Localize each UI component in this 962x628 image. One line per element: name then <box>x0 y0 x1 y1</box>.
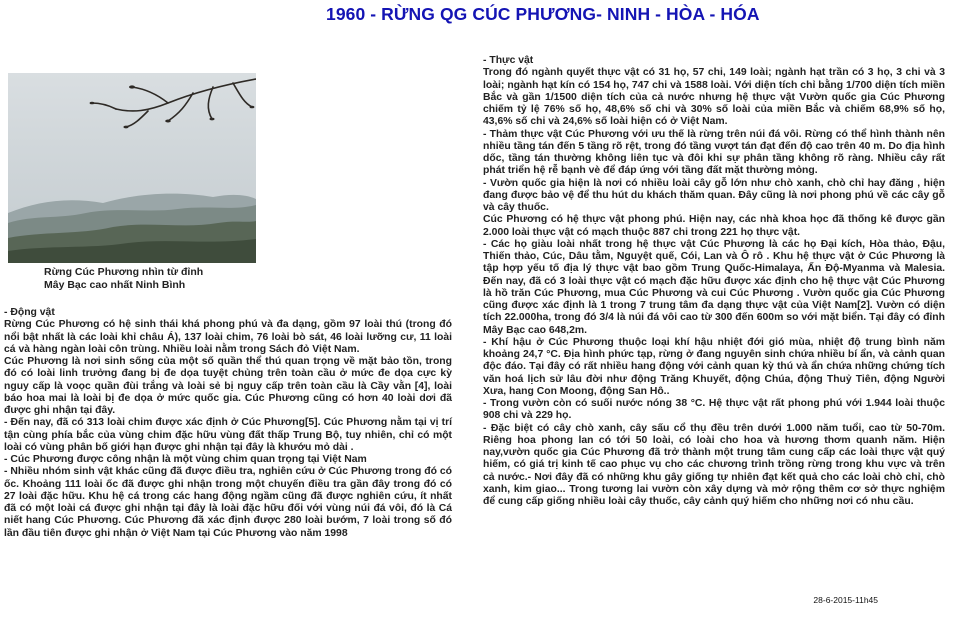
flora-paragraph: - Trong vườn còn có suối nước nóng 38 °C. Hệ thực vật rất phong phú với 1.944 loài thuộc 908 chi và 229 họ. <box>483 398 945 422</box>
flora-paragraph: - Vườn quốc gia hiện là nơi có nhiều loài cây gỗ lớn như chò xanh, chò chỉ hay đăng , hiện đang được bảo vệ để thu hút du khách thăm quan. Đây cũng là nơi phong phú về các cây gỗ và cây thuốc. <box>483 177 945 213</box>
flora-paragraph: - Đặc biệt có cây chò xanh, cây sấu cổ thụ đều trên dưới 1.000 năm tuổi, cao từ 50-70m. Riêng hoa phong lan có tới 50 loài, có loài cho hoa và hương thơm quanh năm. Hiện nay,vườn quốc gia Cúc Phương đã trở thành một trung tâm cung cấp các loài thực vật quý hiếm, có giá trị kinh tế cao phục vụ cho các chương trình trồng rừng trong khu vực và trên cả nước.- Nơi đây đã có những khu gây giống tự nhiên đạt kết quả cho các loài chò chỉ, chò xanh, kim giao... Trong tương lai vườn còn xây dựng và mở rộng thêm cơ sở thực nghiệm để cung cấp giống nhiều loài cây thuốc, cây cảnh quý hiếm cho những nơi có nhu cầu. <box>483 422 945 507</box>
fauna-paragraph: Cúc Phương là nơi sinh sống của một số quần thể thú quan trọng về mặt bảo tồn, trong đó có loài linh trưởng đang bị đe dọa tuyệt chủng trên toàn cầu ở mức đe dọa cực kỳ nguy cấp là voọc quần đùi trắng và loài sẻ bị nguy cấp trên toàn cầu là Cầy vằn [4], loài báo hoa mai là loài bị đe dọa ở mức quốc gia. Cúc Phương cũng có hơn 40 loài dơi đã được ghi nhận tại đây. <box>4 356 452 416</box>
flora-paragraph: - Thảm thực vật Cúc Phương với ưu thế là rừng trên núi đá vôi. Rừng có thể hình thành nên nhiều tầng tán đến 5 tầng rõ rệt, trong đó tầng vượt tán đạt đến độ cao trên 40 m. Do địa hình dốc, tầng tán thường không liên tục và đôi khi sự phân tầng không rõ ràng. Nhiều cây rất phát triển hệ rễ bạnh vè để đáp ứng với tầng đất mặt thường mỏng. <box>483 128 945 177</box>
page-title: 1960 - RỪNG QG CÚC PHƯƠNG- NINH - HÒA - HÓA <box>326 4 760 24</box>
caption-line-1: Rừng Cúc Phương nhìn từ đỉnh <box>44 266 204 278</box>
mountain-landscape-image <box>8 73 256 263</box>
flora-heading: - Thực vật <box>483 55 534 66</box>
caption-line-2: Mây Bạc cao nhất Ninh Bình <box>44 279 186 291</box>
flora-paragraph: Trong đó ngành quyết thực vật có 31 họ, 57 chi, 149 loài; ngành hạt trần có 3 họ, 3 chi và 3 loài; ngành hạt kín có 154 họ, 747 chi và 1588 loài. Với diện tích chỉ bằng 1/700 diện tích miền Bắc và gần 1/1500 diện tích của cả nước nhưng hệ thực vật Vườn quốc gia Cúc Phương chiếm tỷ lệ 76% số họ, 48,6% số chi và 30% số loài của miền Bắc và chiếm 68,9% số họ, 43,6% số chi và 24,6% số loài hiện có ở Việt Nam. <box>483 67 945 128</box>
fauna-heading: - Động vật <box>4 307 55 318</box>
fauna-paragraph: - Cúc Phương được công nhận là một vùng chim quan trọng tại Việt Nam <box>4 454 367 465</box>
fauna-section <box>4 307 452 540</box>
photo-caption <box>44 266 264 292</box>
flora-paragraph: Cúc Phương có hệ thực vật phong phú. Hiện nay, các nhà khoa học đã thống kê được gần 2.000 loài thực vật có mạch thuộc 887 chi trong 221 họ thực vật. <box>483 214 945 238</box>
flora-paragraph: - Các họ giàu loài nhất trong hệ thực vật Cúc Phương là các họ Đại kích, Hòa thảo, Đậu, Thiến thảo, Cúc, Dâu tằm, Nguyệt quế, Cói, Lan và Ô rô . Khu hệ thực vật ở Cúc Phương là tập hợp yếu tố địa lý thực vật bao gồm Trung Quốc-Himalaya, Ấn Độ-Myanma và Malesia. Đến nay, đã có 3 loài thực vật có mạch đặc hữu được xác định cho hệ thực vật Cúc Phương là hồ trăn Cúc Phương, mua Cúc Phương và cui Cúc Phương . Vườn quốc gia Cúc Phương cũng được xác định là 1 trong 7 trung tâm đa dạng thực vật của Việt Nam[2]. Vườn có diện tích 22.000ha, trong đó 3/4 là núi đá vôi cao từ 300 đến 600m so với mặt biển. Tại đây có đỉnh Mây Bạc cao 648,2m. <box>483 238 945 336</box>
fauna-paragraph: - Nhiều nhóm sinh vật khác cũng đã được điều tra, nghiên cứu ở Cúc Phương trong đó có ốc. Khoảng 111 loài ốc đã được ghi nhận trong một chuyến điều tra gần đây trong đó có 27 loài đặc hữu. Khu hệ cá trong các hang động ngầm cũng đã được nghiên cứu, ít nhất đã có một loài cá được ghi nhận tại đây là loài đặc hữu đối với vùng núi đá vôi, đó là Cá niết hang Cúc Phương. Cúc Phương đã xác định được 280 loài bướm, 7 loài trong số đó lần đầu tiên được ghi nhận ở Việt Nam tại Cúc Phương vào năm 1998 <box>4 466 452 539</box>
forest-photo <box>8 73 256 263</box>
flora-section <box>483 55 945 508</box>
flora-paragraph: - Khí hậu ở Cúc Phương thuộc loại khí hậu nhiệt đới gió mùa, nhiệt độ trung bình năm khoảng 24,7 °C. Địa hình phức tạp, rừng ở đang nguyên sinh chứa nhiều bí ẩn, và cảnh quan độc đáo. Tại đây có rất nhiều hang động với cảnh quan kỳ thú và ẩn chứa những chứng tích văn hoá lịch sử lâu đời như động Trăng Khuyết, động Chúa, động Thuỷ Tiên, động Người Xưa, hang Con Moong, động San Hô.. <box>483 336 945 397</box>
footer-date: 28-6-2015-11h45 <box>813 595 878 605</box>
fauna-paragraph: - Đến nay, đã có 313 loài chim được xác định ở Cúc Phương[5]. Cúc Phương nằm tại vị trí tận cùng phía bắc của vùng chim đặc hữu vùng đất thấp Trung Bộ, tuy nhiên, chỉ có một loài có vùng phân bố giới hạn được ghi nhận tại đây là khướu mỏ dài . <box>4 417 452 453</box>
fauna-paragraph: Rừng Cúc Phương có hệ sinh thái khá phong phú và đa dạng, gồm 97 loài thú (trong đó nổi bật nhất là các loài khỉ châu Á), 137 loài chim, 76 loài bò sát, 46 loài lưỡng cư, 11 loài cá và hàng ngàn loài côn trùng. Nhiều loài nằm trong Sách đỏ Việt Nam. <box>4 319 452 355</box>
